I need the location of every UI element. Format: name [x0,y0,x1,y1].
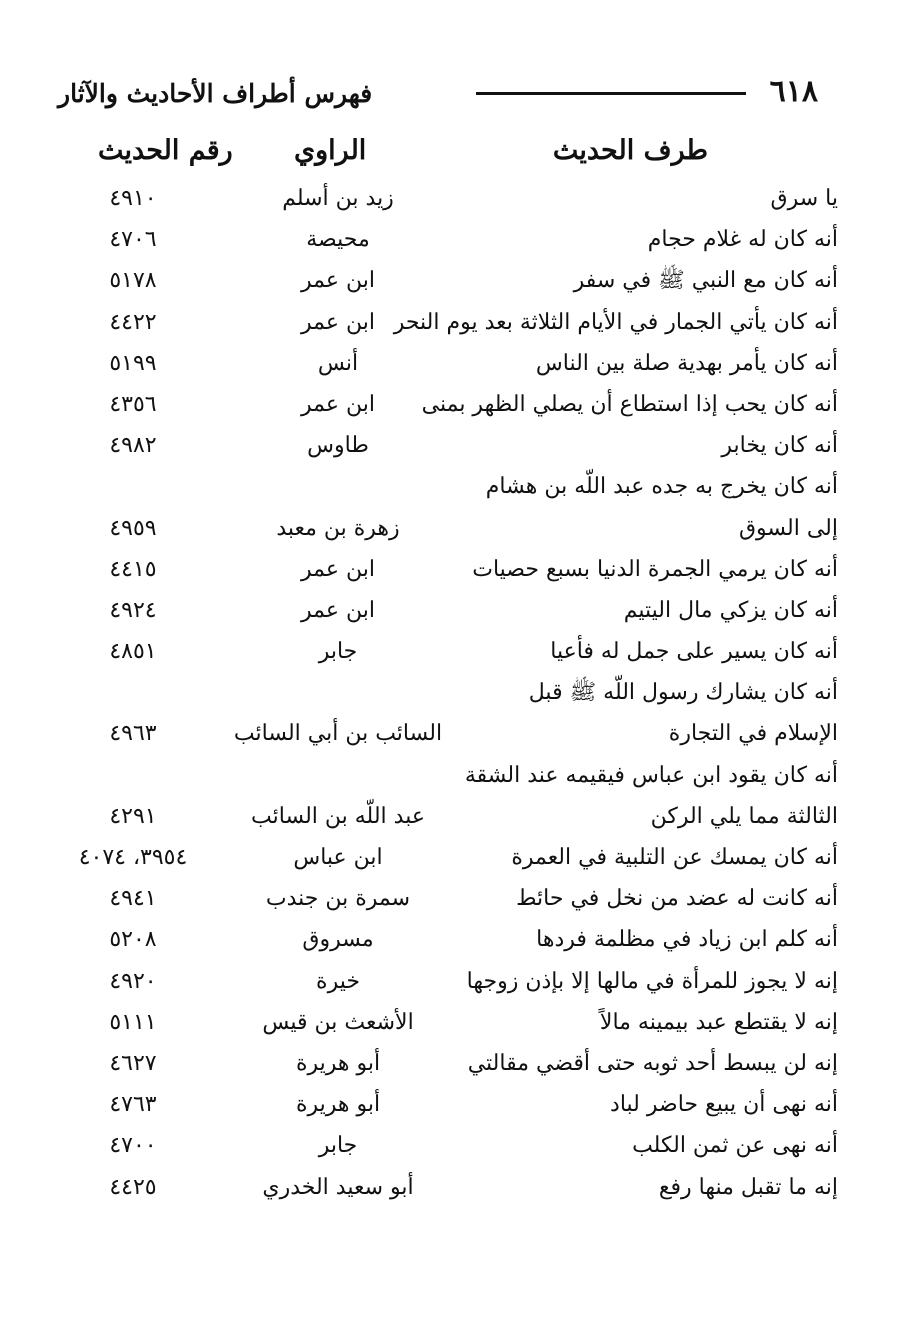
narrator: زيد بن أسلم [282,186,394,211]
table-row [58,260,838,301]
table-row [58,961,838,1002]
hadith-number: ٤٩٦٣ [109,721,157,747]
table-row [58,837,838,878]
table-row [58,1167,838,1208]
hadith-text: إلى السوق [738,515,838,541]
hadith-text: أنه كان يمسك عن التلبية في العمرة [511,845,838,870]
hadith-text: أنه كان يخابر [721,433,838,459]
column-header-hadith-text: طرف الحديث [552,135,708,166]
narrator: زهرة بن معبد [276,515,400,541]
header-rule [476,92,746,95]
hadith-text: أنه كان يأتي الجمار في الأيام الثلاثة بعد يوم النحر [393,309,838,335]
table-row [58,549,838,590]
hadith-text: أنه كان يشارك رسول اللّه ﷺ قبل [528,680,838,706]
hadith-number: ٤٨٥١ [109,639,157,665]
table-row [58,178,838,219]
index-table [58,178,838,1208]
hadith-text: أنه كان له غلام حجام [647,227,838,253]
table-row [58,755,838,796]
hadith-text: يا سرق [770,186,838,211]
hadith-number: ٤٧٠٠ [109,1133,157,1159]
table-row [58,425,838,466]
narrator: محيصة [306,227,370,253]
table-row [58,1043,838,1084]
hadith-number: ٤٤٢٥ [109,1174,157,1200]
hadith-text: أنه كانت له عضد من نخل في حائط [516,886,838,912]
column-header-narrator: الراوي [294,135,367,166]
running-head [58,68,818,116]
hadith-number: ٤٤١٥ [109,556,157,582]
table-row [58,590,838,631]
table-row [58,631,838,672]
hadith-number: ٤٤٢٢ [109,309,157,335]
hadith-number: ٥١٧٨ [109,268,157,294]
hadith-number: ٤٩٢٠ [109,968,157,994]
column-header-hadith-number: رقم الحديث [98,135,233,166]
column-headers [58,128,838,174]
narrator: ابن عباس [293,845,383,870]
hadith-text: إنه لن يبسط أحد ثوبه حتى أقضي مقالتي [467,1050,838,1076]
hadith-text: أنه كان يحب إذا استطاع أن يصلي الظهر بمنى [421,391,838,417]
table-row [58,466,838,507]
table-row [58,796,838,837]
table-row [58,1084,838,1125]
narrator: خيرة [316,968,360,994]
hadith-number: ٤٧٠٦ [109,227,157,253]
hadith-text: أنه كان يزكي مال اليتيم [623,597,838,623]
hadith-text: أنه كان مع النبي ﷺ في سفر [573,268,838,294]
hadith-number: ٤٩٤١ [109,886,157,912]
table-row [58,508,838,549]
narrator: مسروق [302,927,374,953]
narrator: عبد اللّه بن السائب [251,803,425,829]
narrator: جابر [318,639,358,665]
narrator: ابن عمر [301,391,375,417]
hadith-text: إنه ما تقبل منها رفع [658,1174,838,1200]
table-row [58,919,838,960]
table-row [58,343,838,384]
table-row [58,1125,838,1166]
hadith-text: أنه كان يخرج به جده عبد اللّه بن هشام [485,474,838,500]
hadith-number: ٤٩٨٢ [109,433,157,459]
hadith-number: ٥١٩٩ [109,350,157,376]
narrator: سمرة بن جندب [265,886,411,912]
hadith-text: إنه لا يجوز للمرأة في مالها إلا بإذن زوجها [466,968,838,994]
hadith-text: أنه كان يسير على جمل له فأعيا [550,639,838,665]
table-row [58,878,838,919]
hadith-number: ٤٧٦٣ [109,1092,157,1118]
table-row [58,1002,838,1043]
hadith-number: ٥١١١ [109,1009,157,1035]
narrator: السائب بن أبي السائب [233,721,443,747]
hadith-number: ٣٩٥٤، ٤٠٧٤ [78,845,188,870]
hadith-text: أنه كان يرمي الجمرة الدنيا بسبع حصيات [472,556,838,582]
hadith-number: ٤٩٢٤ [109,597,157,623]
narrator: طاوس [307,433,369,459]
hadith-number: ٤٩١٠ [109,186,157,211]
running-title: فهرس أطراف الأحاديث والآثار [58,79,373,108]
hadith-number: ٤٦٢٧ [109,1050,157,1076]
hadith-number: ٤٢٩١ [109,803,157,829]
hadith-text: الثالثة مما يلي الركن [650,803,838,829]
table-row [58,384,838,425]
hadith-text: أنه نهى عن ثمن الكلب [632,1133,838,1159]
narrator: ابن عمر [301,268,375,294]
narrator: جابر [318,1133,358,1159]
hadith-text: أنه كان يقود ابن عباس فيقيمه عند الشقة [464,762,838,788]
table-row [58,672,838,713]
narrator: ابن عمر [301,309,375,335]
narrator: ابن عمر [301,597,375,623]
table-row [58,713,838,754]
page-number: ٦١٨ [769,74,818,109]
narrator: أبو هريرة [295,1050,381,1076]
hadith-text: أنه نهى أن يبيع حاضر لباد [610,1092,838,1118]
hadith-text: الإسلام في التجارة [668,721,838,747]
hadith-text: إنه لا يقتطع عبد بيمينه مالاً [599,1009,838,1035]
hadith-text: أنه كلم ابن زياد في مظلمة فردها [536,927,838,953]
hadith-text: أنه كان يأمر بهدية صلة بين الناس [535,350,838,376]
narrator: أبو هريرة [295,1092,381,1118]
narrator: أبو سعيد الخدري [262,1174,414,1200]
narrator: الأشعث بن قيس [262,1009,414,1035]
narrator: ابن عمر [301,556,375,582]
hadith-number: ٥٢٠٨ [109,927,157,953]
narrator: أنس [317,350,359,376]
table-row [58,302,838,343]
table-row [58,219,838,260]
hadith-number: ٤٣٥٦ [109,391,157,417]
hadith-number: ٤٩٥٩ [109,515,157,541]
